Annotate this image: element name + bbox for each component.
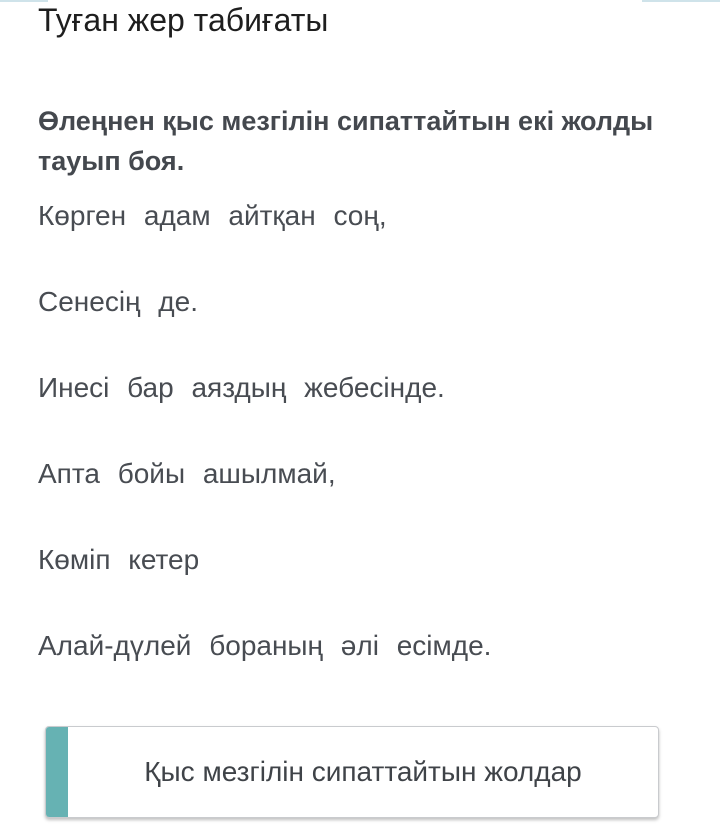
answer-color-swatch[interactable] <box>46 727 68 817</box>
poem-lines <box>38 194 491 710</box>
poem-line-2[interactable]: Сенесің де. <box>38 286 198 317</box>
poem-line-4[interactable]: Апта бойы ашылмай, <box>38 458 336 489</box>
page-title: Туған жер табиғаты <box>38 2 329 38</box>
poem-line-1[interactable]: Көрген адам айтқан соң, <box>38 200 387 231</box>
answer-category-box[interactable] <box>45 726 659 818</box>
poem-line-3[interactable]: Инесі бар аяздың жебесінде. <box>38 372 445 403</box>
top-accent-right <box>642 0 720 2</box>
answer-category-label: Қыс мезгілін сипаттайтын жолдар <box>144 756 582 787</box>
question-text: Өлеңнен қыс мезгілін сипаттайтын екі жолды тауып боя. <box>38 106 654 176</box>
poem-line-6[interactable]: Алай-дүлей бораның әлі есімде. <box>38 630 492 661</box>
poem-line-5[interactable]: Көміп кетер <box>38 544 200 575</box>
